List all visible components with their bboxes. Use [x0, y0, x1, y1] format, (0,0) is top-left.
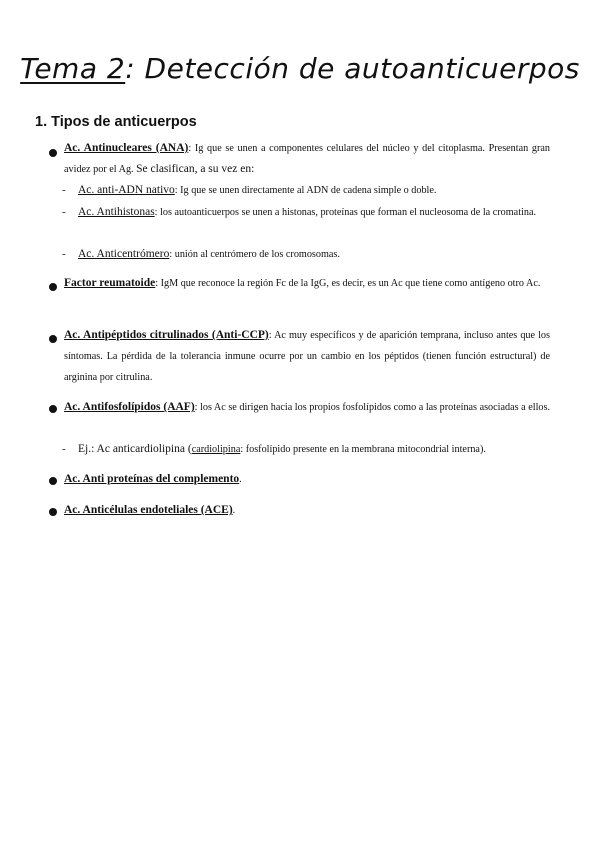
dash-marker: -	[62, 443, 66, 455]
sub-text: : Ig que se unen directamente al ADN de cadena simple o doble.	[174, 185, 437, 196]
section-title: Tipos de anticuerpos	[51, 114, 197, 130]
ana-label: Ac. Antinucleares (ANA)	[64, 142, 189, 154]
fr-text: : IgM que reconoce la región Fc de la IgG, es decir, es un Ac que tiene como antígeno otro Ac.	[155, 278, 541, 289]
dash-marker: -	[62, 248, 66, 260]
ace-suffix: .	[232, 505, 236, 516]
complement-label: Ac. Anti proteínas del complemento	[64, 473, 240, 485]
aaf-sub-term: cardiolipina	[191, 444, 241, 455]
aaf-text: : los Ac se dirigen hacia los propios fosfolípidos como a las proteínas asociadas a ellos.	[194, 402, 551, 413]
page-title	[0, 52, 600, 85]
sub-text: : unión al centrómero de los cromosomas.	[169, 249, 340, 260]
aaf-sub-text: : fosfolípido presente en la membrana mitocondrial interna).	[240, 444, 486, 455]
bullet-icon	[49, 149, 57, 157]
fr-label: Factor reumatoide	[64, 277, 156, 289]
sub-label: Ac. Anticentrómero	[78, 248, 170, 260]
complement-suffix: .	[239, 474, 242, 485]
list-item-factor-reumatoide	[64, 273, 550, 294]
dash-marker: -	[62, 184, 66, 196]
ace-label: Ac. Anticélulas endoteliales (ACE)	[64, 504, 233, 516]
aaf-label: Ac. Antifosfolípidos (AAF)	[64, 401, 195, 413]
ana-text: : Ig que se unen a componentes celulares del núcleo y del citoplasma. Presentan gran avidez por el Ag.	[64, 143, 550, 175]
bullet-icon	[49, 405, 57, 413]
section-number: 1.	[35, 114, 48, 130]
sub-item-anticentromero	[78, 244, 550, 265]
sub-label: Ac. Antihistonas	[78, 206, 155, 218]
ccp-text: : Ac muy específicos y de aparición temprana, incluso antes que los síntomas. La pérdida de la tolerancia inmune ocurre por un cambio en los péptidos (tienen función estructural) de arginina por citrulina.	[64, 330, 550, 383]
bullet-icon	[49, 477, 57, 485]
dash-marker: -	[62, 206, 66, 218]
ana-text-b: Se clasifican, a su vez en:	[136, 163, 255, 175]
section-heading	[35, 114, 197, 130]
list-item-ana	[64, 138, 550, 180]
bullet-icon	[49, 508, 57, 516]
sub-text: : los autoanticuerpos se unen a histonas, proteínas que forman el nucleosoma de la cromatina.	[154, 207, 537, 218]
list-item-anti-ccp	[64, 325, 550, 388]
sub-item-antihistonas	[78, 202, 550, 223]
aaf-sub-prefix: Ej.: Ac anticardiolipina (	[78, 443, 192, 455]
title-prefix: Tema 2	[20, 52, 126, 85]
sub-item-anti-adn	[78, 180, 550, 201]
sub-label: Ac. anti-ADN nativo	[78, 184, 175, 196]
bullet-icon	[49, 335, 57, 343]
list-item-aaf	[64, 397, 550, 418]
list-item-ace	[64, 500, 550, 521]
list-item-complemento	[64, 469, 550, 490]
title-rest: : Detección de autoanticuerpos	[125, 52, 580, 85]
bullet-icon	[49, 283, 57, 291]
sub-item-cardiolipina	[78, 439, 550, 460]
ccp-label: Ac. Antipéptidos citrulinados (Anti-CCP)	[64, 329, 269, 341]
